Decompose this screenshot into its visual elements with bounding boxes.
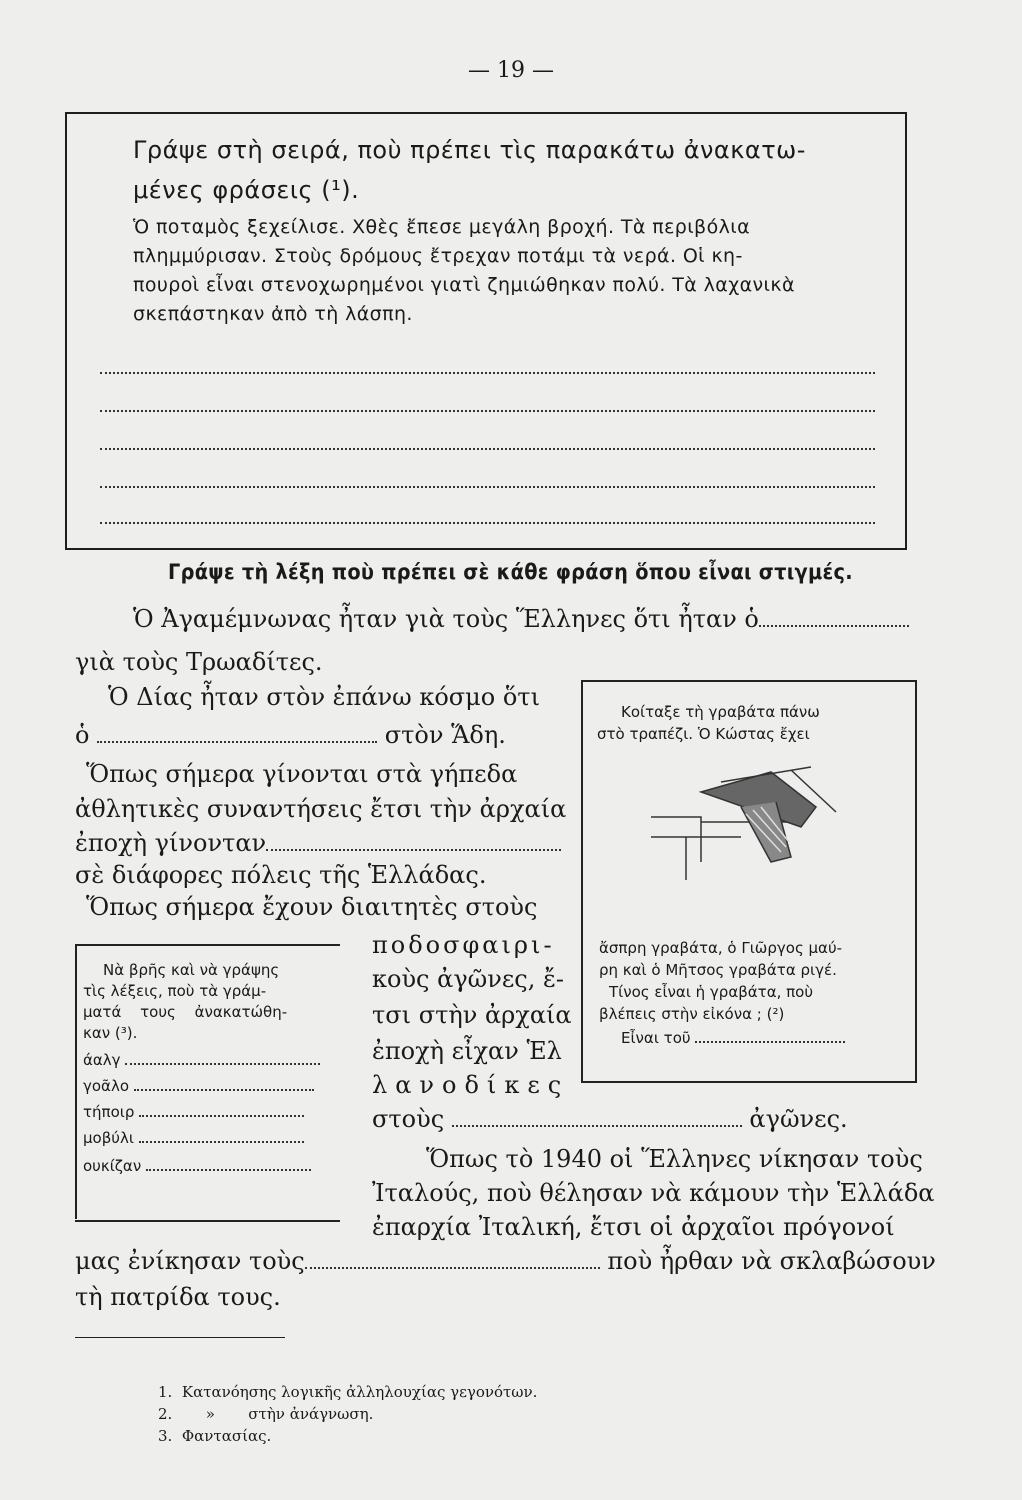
exercise2-line: Ὅπως σήμερα ἔχουν διαιτητὲς στοὺς — [86, 893, 538, 921]
exercise1-title-line: μένες φράσεις (¹). — [133, 176, 360, 204]
word-scramble-box — [75, 944, 340, 1222]
sentence-text: ποὺ ἦρθαν νὰ σκλαβώσουν — [607, 1247, 936, 1275]
page-number: — 19 — — [468, 58, 554, 83]
exercise2-line: κοὺς ἀγῶνες, ἔ- — [372, 965, 564, 993]
exercise2-line: ἀθλητικὲς συναντήσεις ἔτσι τὴν ἀρχαία — [75, 795, 567, 823]
exercise2-line: ἐπαρχία Ἰταλική, ἔτσι οἱ ἀρχαῖοι πρόγονοί — [372, 1213, 895, 1241]
exercise2-line: Ὅπως τὸ 1940 οἱ Ἕλληνες νίκησαν τοὺς — [426, 1145, 923, 1173]
picture-box-text: βλέπεις στὴν εἰκόνα ; (²) — [599, 1005, 785, 1023]
picture-box-text: Τίνος εἶναι ἡ γραβάτα, ποὺ — [609, 983, 814, 1001]
blank-field[interactable] — [695, 1041, 845, 1043]
exercise1-paragraph — [133, 213, 893, 329]
answer-line[interactable] — [100, 522, 875, 524]
blank-field[interactable] — [125, 1063, 320, 1065]
word-box-title: ματά τους ἀνακατώθη- — [83, 1003, 288, 1021]
footnote — [158, 1381, 537, 1403]
box-rule — [75, 1220, 340, 1222]
sentence-text: ὁ — [75, 721, 90, 749]
scrambled-word-row — [83, 1076, 314, 1097]
scrambled-word: γοᾶλο — [83, 1077, 129, 1095]
picture-box-text: ἄσπρη γραβάτα, ὁ Γιῶργος μαύ- — [599, 939, 843, 957]
exercise2-line: σὲ διάφορες πόλεις τῆς Ἑλλάδας. — [75, 861, 487, 889]
answer-line[interactable] — [100, 486, 875, 488]
blank-field[interactable] — [452, 1125, 742, 1127]
answer-line[interactable] — [100, 372, 875, 374]
word-box-title: Νὰ βρῆς καὶ νὰ γράψης — [103, 961, 280, 979]
picture-exercise-box — [581, 680, 917, 1083]
sentence-text: στὸν Ἅδη. — [384, 721, 506, 749]
exercise2-line: Ὅπως σήμερα γίνονται στὰ γήπεδα — [86, 760, 518, 788]
exercise2-line: γιὰ τοὺς Τρωαδίτες. — [75, 648, 323, 676]
footnote-number: 2. — [158, 1405, 173, 1423]
answer-line[interactable] — [100, 410, 875, 412]
blank-field[interactable] — [146, 1169, 311, 1171]
exercise1-title-line: Γράψε στὴ σειρά, ποὺ πρέπει τὶς παρακάτω ἀνακατω- — [133, 136, 806, 164]
sentence-text: μας ἐνίκησαν τοὺς — [75, 1247, 305, 1275]
scrambled-word: μοβύλι — [83, 1129, 134, 1147]
blank-field[interactable] — [759, 625, 909, 627]
footnote-rule — [75, 1337, 285, 1338]
footnotes — [158, 1381, 537, 1447]
scrambled-word: ουκίζαν — [83, 1157, 142, 1175]
exercise2-line: τὴ πατρίδα τους. — [75, 1283, 281, 1311]
footnote-number: 1. — [158, 1383, 173, 1401]
footnote-text: » — [205, 1405, 215, 1423]
box-rule — [75, 944, 340, 946]
exercise2-line — [75, 718, 506, 752]
footnote-text: Φαντασίας. — [181, 1427, 272, 1445]
exercise1-line: πλημμύρισαν. Στοὺς δρόμους ἔτρεχαν ποτάμι τὰ νερά. Οἱ κη- — [133, 245, 743, 267]
footnote-number: 3. — [158, 1427, 173, 1445]
exercise1-line: Ὁ ποταμὸς ξεχείλισε. Χθὲς ἔπεσε μεγάλη βροχή. Τὰ περιβόλια — [133, 216, 750, 238]
scrambled-word-row — [83, 1128, 304, 1149]
footnote-text: Κατανόησης λογικῆς ἀλληλουχίας γεγονότων. — [181, 1383, 538, 1401]
scrambled-word-row — [83, 1050, 320, 1071]
footnote — [158, 1403, 537, 1425]
blank-field[interactable] — [139, 1141, 304, 1143]
scrambled-word-row — [83, 1156, 311, 1177]
sentence-text: ἀγῶνες. — [749, 1105, 848, 1133]
exercise2-line: τσι στὴν ἀρχαία — [372, 1001, 572, 1029]
picture-box-text: ρη καὶ ὁ Μῆτσος γραβάτα ριγέ. — [599, 961, 837, 979]
exercise2-line: ποδοσφαιρι- — [372, 931, 555, 959]
exercise1-line: σκεπάστηκαν ἀπὸ τὴ λάσπη. — [133, 303, 413, 325]
scrambled-word: τήποιρ — [83, 1103, 135, 1121]
blank-field[interactable] — [134, 1089, 314, 1091]
exercise2-line — [75, 826, 561, 860]
exercise2-line: ἐποχὴ εἶχαν Ἑλ — [372, 1037, 562, 1065]
exercise2-line: Ὁ Δίας ἦταν στὸν ἐπάνω κόσμο ὅτι — [108, 683, 540, 711]
blank-field[interactable] — [139, 1115, 304, 1117]
picture-box-answer — [621, 1028, 845, 1048]
picture-box-text: Κοίταξε τὴ γραβάτα πάνω — [621, 703, 820, 721]
exercise2-title: Γράψε τὴ λέξη ποὺ πρέπει σὲ κάθε φράση ὅπου εἶναι στιγμές. — [168, 560, 853, 584]
exercise2-line — [133, 602, 909, 636]
scrambled-word-row — [83, 1102, 304, 1123]
sentence-text: ἐποχὴ γίνονταν — [75, 829, 267, 857]
scrambled-word: άαλγ — [83, 1051, 121, 1069]
blank-field[interactable] — [97, 741, 377, 743]
exercise2-line — [372, 1102, 848, 1136]
exercise2-line: Ἰταλούς, ποὺ θέλησαν νὰ κάμουν τὴν Ἑλλάδα — [372, 1179, 935, 1207]
box-rule — [75, 944, 77, 1219]
exercise2-line: λανοδίκες — [372, 1071, 570, 1099]
exercise1-title — [133, 130, 893, 210]
footnote — [158, 1425, 537, 1447]
exercise2-line — [75, 1244, 936, 1278]
answer-line[interactable] — [100, 448, 875, 450]
necktie-on-table-illustration — [641, 762, 841, 882]
exercise1-line: πουροὶ εἶναι στενοχωρημένοι γιατὶ ζημιώθηκαν πολύ. Τὰ λαχανικὰ — [133, 274, 795, 296]
word-box-title: καν (³). — [83, 1024, 138, 1042]
blank-field[interactable] — [305, 1267, 600, 1269]
word-box-title: τὶς λέξεις, ποὺ τὰ γράμ- — [83, 982, 267, 1000]
footnote-text: στὴν ἀνάγνωση. — [248, 1405, 374, 1423]
sentence-text: στοὺς — [372, 1105, 445, 1133]
blank-field[interactable] — [266, 849, 561, 851]
picture-box-text: στὸ τραπέζι. Ὁ Κώστας ἔχει — [597, 725, 810, 743]
picture-box-text: Εἶναι τοῦ — [621, 1029, 691, 1047]
sentence-text: Ὁ Ἀγαμέμνωνας ἦταν γιὰ τοὺς Ἕλληνες ὅτι ἦταν ὁ — [133, 605, 759, 633]
